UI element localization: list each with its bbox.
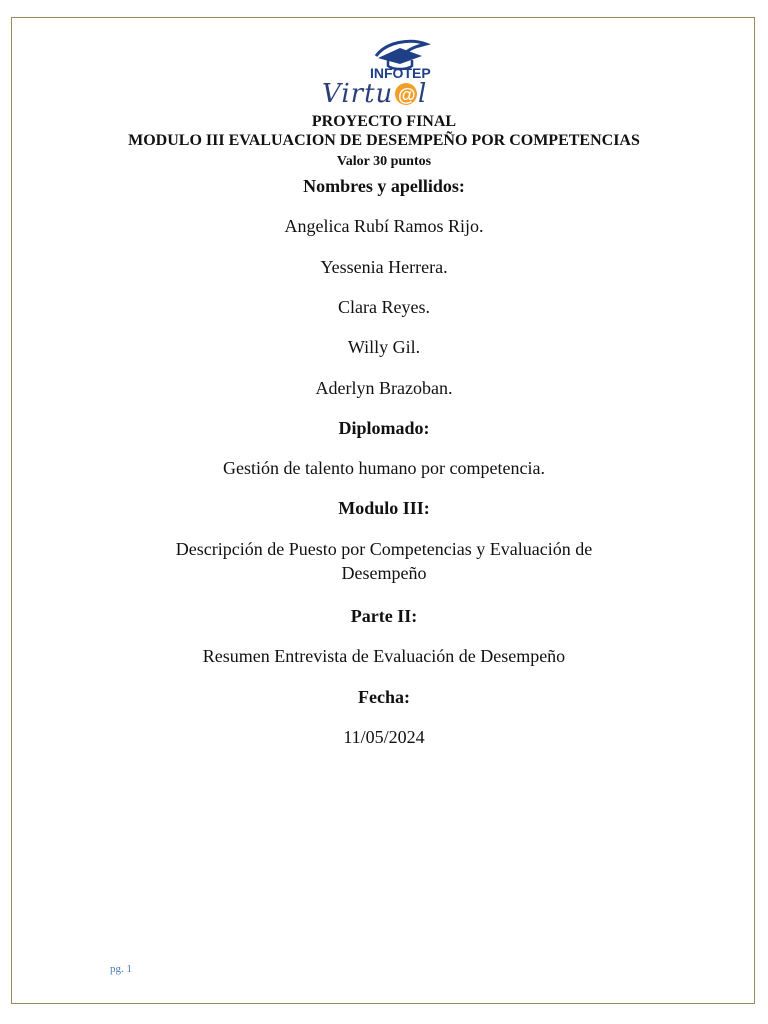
names-heading: Nombres y apellidos:: [303, 176, 465, 196]
fecha-value: 11/05/2024: [343, 727, 425, 747]
fecha-heading: Fecha:: [358, 687, 410, 707]
page-number: pg. 1: [110, 963, 132, 975]
logo-script-tail: l: [418, 79, 427, 108]
parte-heading: Parte II:: [350, 606, 418, 626]
module-title: MODULO III EVALUACION DE DESEMPEÑO POR COMPETENCIAS: [128, 132, 640, 149]
logo-script-text: Virtu: [322, 79, 394, 108]
parte-value: Resumen Entrevista de Evaluación de Desempeño: [202, 646, 566, 666]
name-item: Clara Reyes.: [338, 297, 430, 317]
name-item: Angelica Rubí Ramos Rijo.: [284, 216, 484, 236]
modulo-heading: Modulo III:: [338, 498, 430, 518]
name-item: Aderlyn Brazoban.: [315, 378, 453, 398]
points-value: Valor 30 puntos: [336, 154, 432, 169]
modulo-value: Descripción de Puesto por Competencias y Evaluación de Desempeño: [175, 539, 593, 583]
logo-at-symbol: @: [398, 85, 416, 105]
diplomado-value: Gestión de talento humano por competencia.: [223, 458, 545, 478]
diplomado-heading: Diplomado:: [338, 418, 430, 438]
name-item: Yessenia Herrera.: [320, 257, 448, 277]
logo-brand-text: INFOTEP: [370, 65, 431, 81]
infotep-virtual-logo: [318, 36, 442, 108]
project-title: PROYECTO FINAL: [311, 113, 457, 130]
name-item: Willy Gil.: [347, 337, 421, 357]
